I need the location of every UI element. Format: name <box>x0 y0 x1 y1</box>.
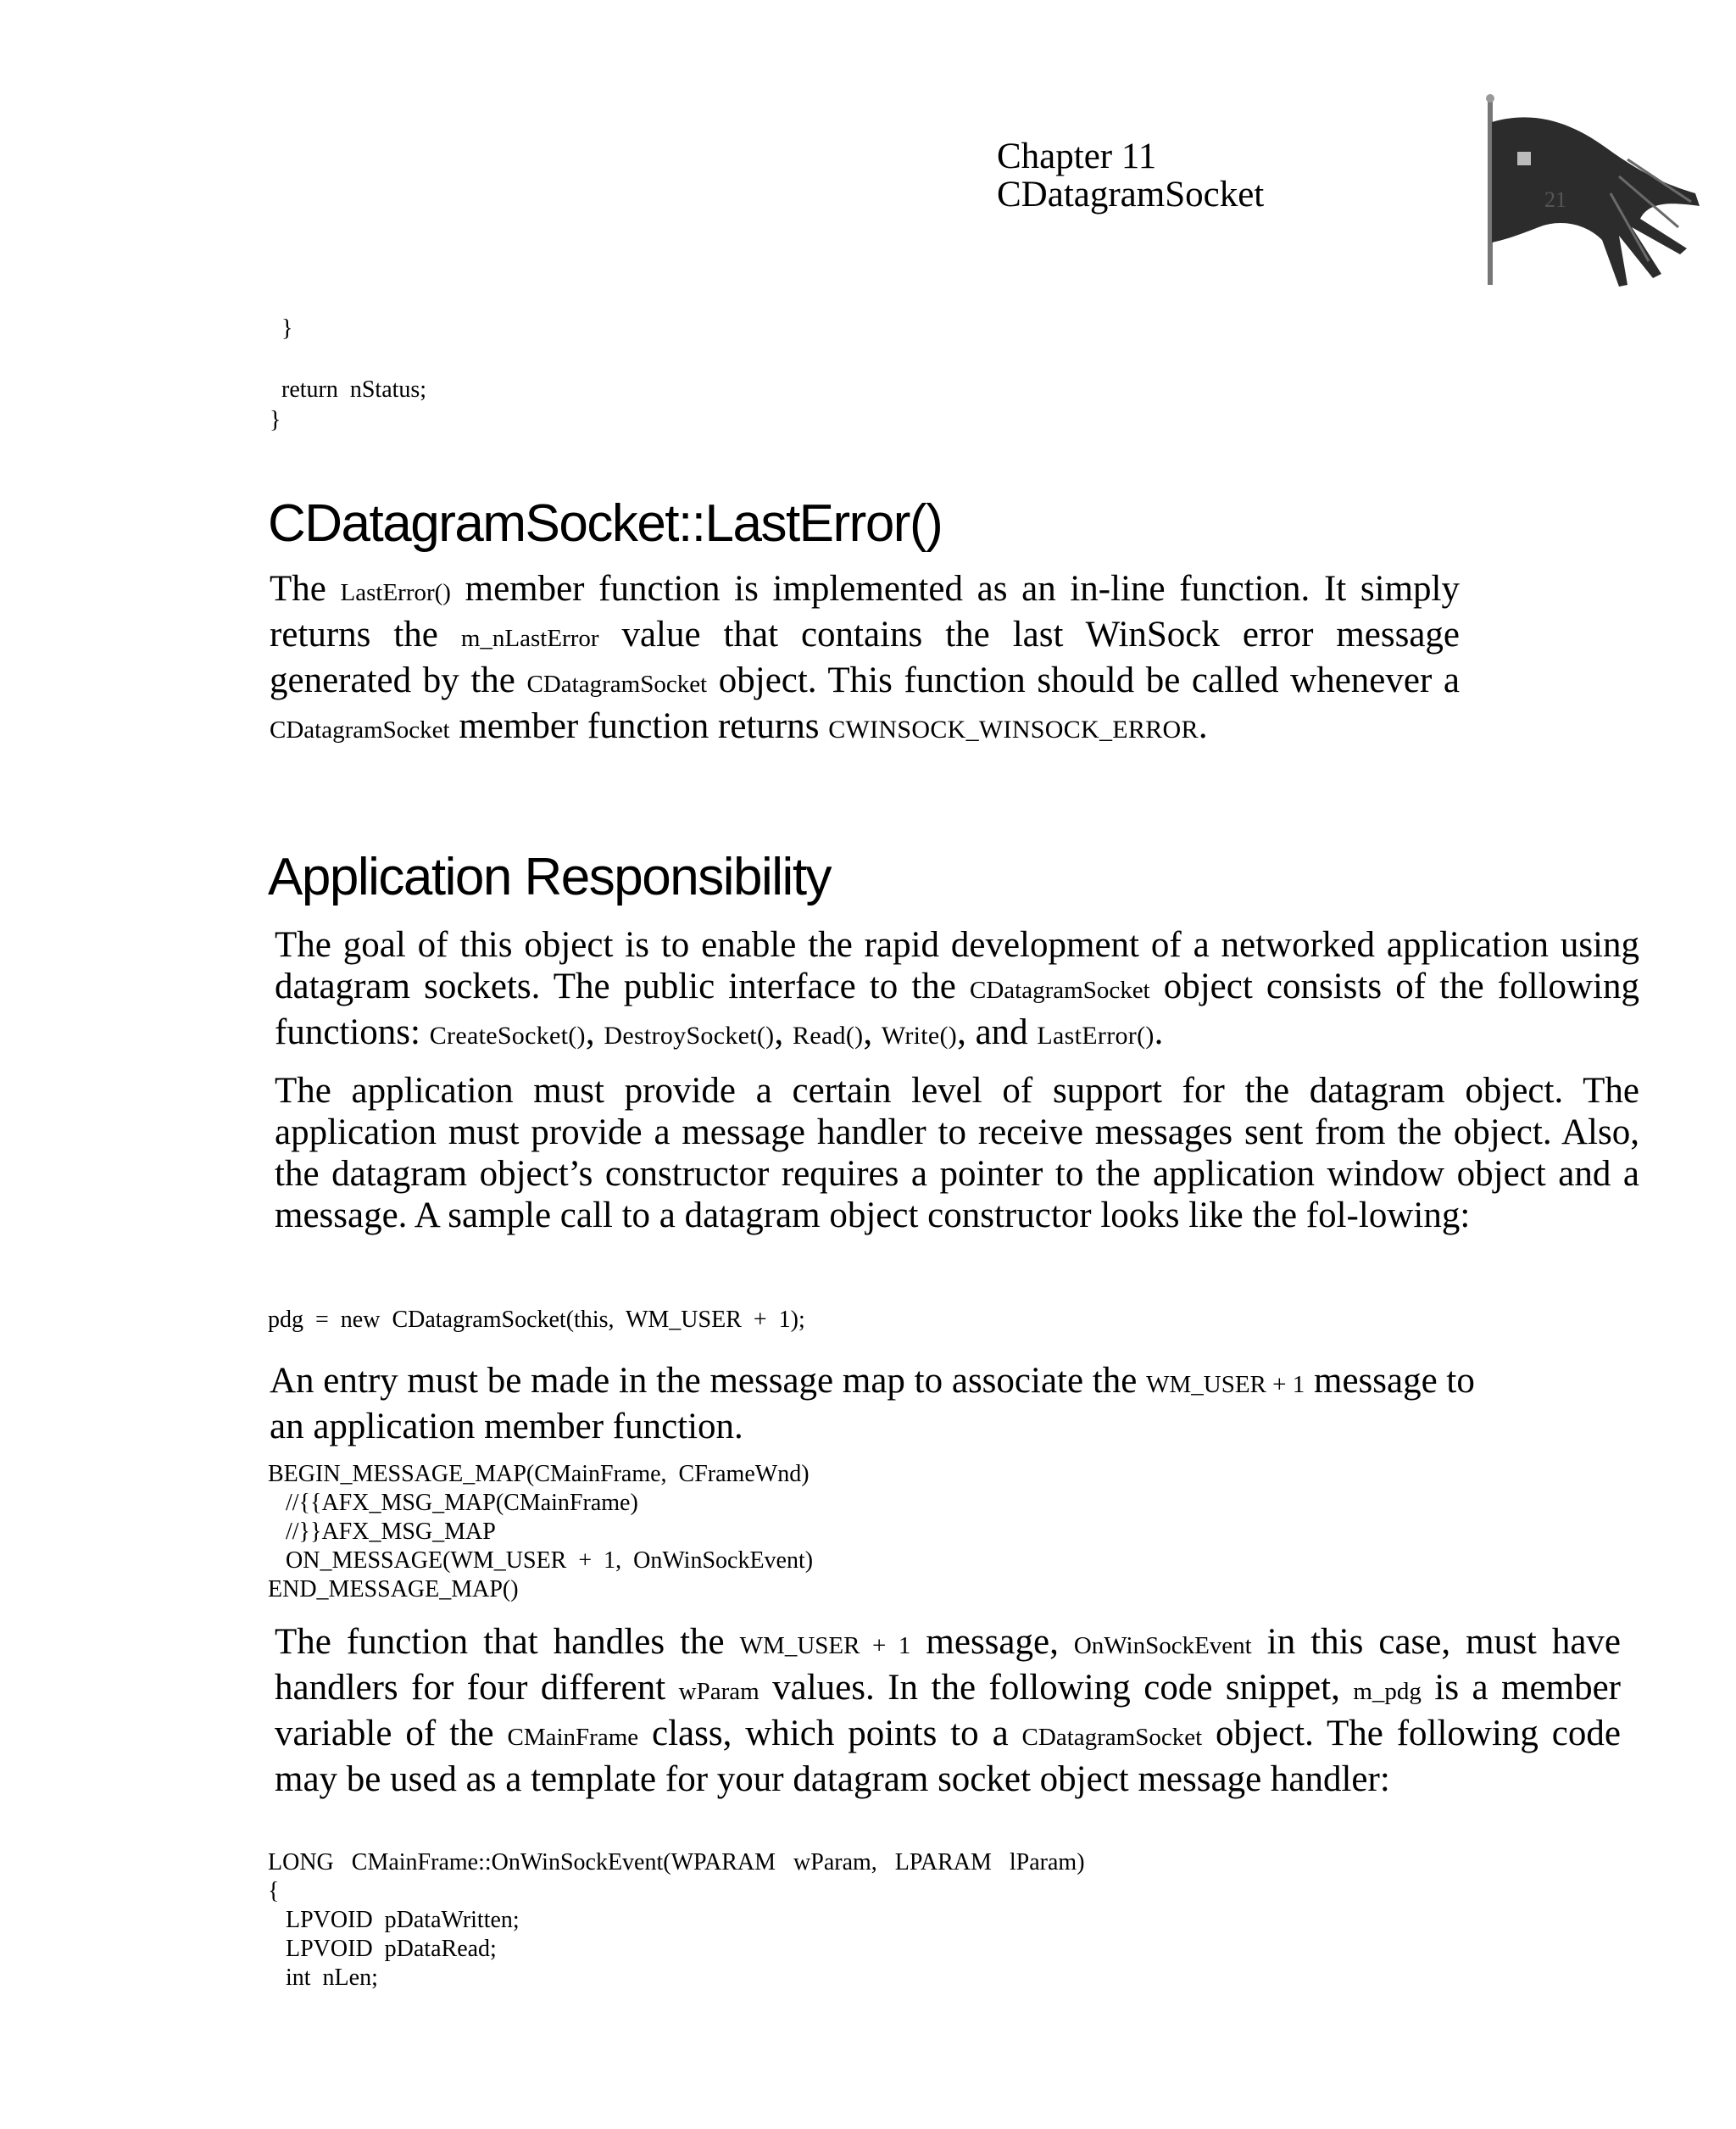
paragraph-handler: The function that handles the WM_USER + 1 message, OnWinSockEvent in this case, must have handlers for four different wParam values. In the following code snippet, m_pdg is a member variable of the CMainFrame class, which points to a CDatagramSocket object. The following code may be used as a template for your datagram socket object message handler: <box>275 1622 1621 1799</box>
windsock-logo <box>1458 92 1712 292</box>
heading-lasterror: CDatagramSocket::LastError() <box>268 494 943 553</box>
code-block-top: } return nStatus; } <box>270 315 427 433</box>
paragraph-lasterror: The LastError() member function is implemented as an in-line function. It simply returns the m_nLastError value that contains the last WinSock error message generated by the CDatagramSocket object. This function should be called whenever a CDatagramSocket member function returns CWINSOCK_WINSOCK_ERROR. <box>270 569 1461 746</box>
paragraph-support: The application must provide a certain level of support for the datagram object. The application must provide a message handler to receive messages sent from the object. Also, the datagram object’s constructor requires a pointer to the application window object and a message. A sample call to a datagram object constructor looks like the fol-lowing: <box>275 1071 1639 1235</box>
chapter-label: Chapter 11 <box>997 137 1157 176</box>
running-header <box>997 137 1264 214</box>
chapter-section-label: CDatagramSocket <box>997 175 1265 215</box>
code-constructor-call: pdg = new CDatagramSocket(this, WM_USER + 1); <box>268 1307 805 1333</box>
page-number: 21 <box>1544 187 1566 212</box>
heading-application-responsibility: Application Responsibility <box>268 848 832 906</box>
paragraph-goal: The goal of this object is to enable the rapid development of a networked application using datagram sockets. The public interface to the CDatagramSocket object consists of the following functions: CreateSocket(), DestroySocket(), Read(), Write(), and LastError(). <box>275 925 1640 1052</box>
paragraph-message-map: An entry must be made in the message map to associate the WM_USER + 1 message to an application member function. <box>270 1361 1475 1446</box>
code-handler: LONG CMainFrame::OnWinSockEvent(WPARAM wParam, LPARAM lParam) { LPVOID pDataWritten; LPVOID pDataRead; int nLen; <box>268 1849 1085 1991</box>
code-message-map: BEGIN_MESSAGE_MAP(CMainFrame, CFrameWnd) //{{AFX_MSG_MAP(CMainFrame) //}}AFX_MSG_MAP ON_MESSAGE(WM_USER + 1, OnWinSockEvent) END_MESSAGE_MAP() <box>268 1461 814 1602</box>
